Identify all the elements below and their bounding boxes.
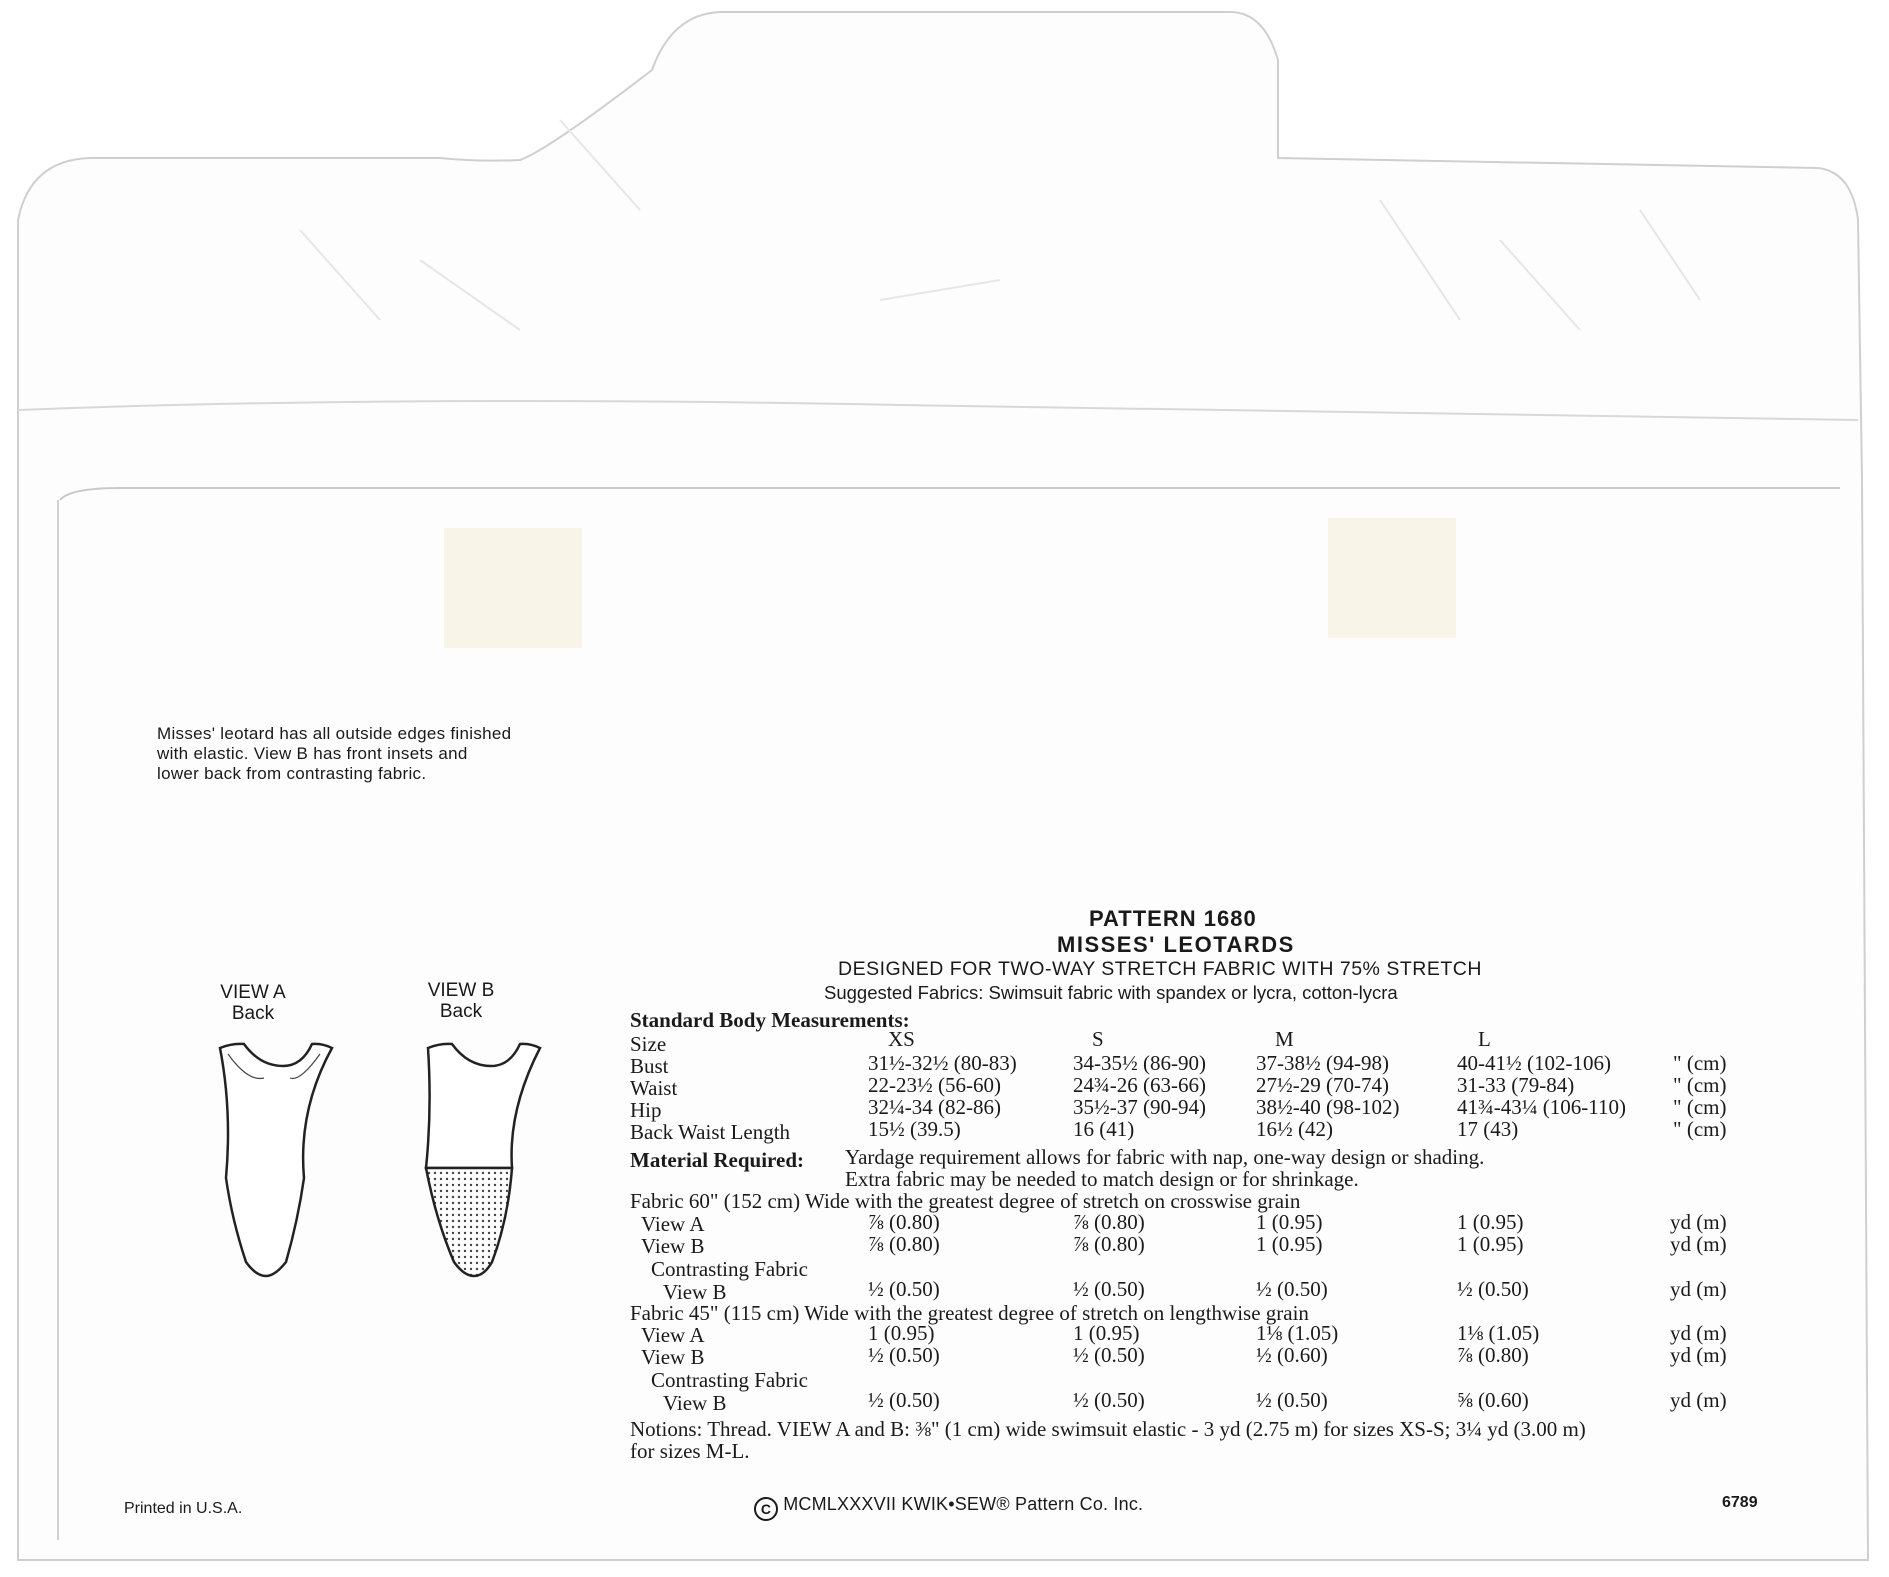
f60-view-a-m: 1 (0.95)	[1256, 1210, 1323, 1234]
f45-contrast-view-b-label: View B	[663, 1391, 727, 1415]
description-line-3: lower back from contrasting fabric.	[157, 764, 427, 783]
f45-contrast-m: ½ (0.50)	[1256, 1388, 1328, 1412]
f60-contrast-xs: ½ (0.50)	[868, 1277, 940, 1301]
f45-view-b-unit: yd (m)	[1670, 1343, 1727, 1367]
f45-contrast-xs: ½ (0.50)	[868, 1388, 940, 1412]
f60-view-b-xs: ⅞ (0.80)	[868, 1232, 940, 1256]
suggested-fabrics: Suggested Fabrics: Swimsuit fabric with spandex or lycra, cotton-lycra	[824, 982, 1398, 1003]
bust-l: 40-41½ (102-106)	[1457, 1051, 1611, 1075]
view-b-subtitle: Back	[439, 1001, 483, 1022]
material-note-2: Extra fabric may be needed to match design or for shrinkage.	[845, 1167, 1359, 1191]
f60-view-a-s: ⅞ (0.80)	[1073, 1210, 1145, 1234]
hip-label: Hip	[630, 1098, 662, 1122]
f60-contrast-unit: yd (m)	[1670, 1277, 1727, 1301]
view-b-title: VIEW B	[427, 980, 495, 1001]
back-waist-l: 17 (43)	[1457, 1117, 1519, 1141]
waist-unit: " (cm)	[1673, 1073, 1727, 1097]
material-heading: Material Required:	[630, 1148, 804, 1172]
waist-m: 27½-29 (70-74)	[1256, 1073, 1389, 1097]
back-waist-unit: " (cm)	[1673, 1117, 1727, 1141]
description-line-2: with elastic. View B has front insets and	[157, 744, 468, 763]
waist-s: 24¾-26 (63-66)	[1073, 1073, 1206, 1097]
fabric-45-title: Fabric 45" (115 cm) Wide with the greatest degree of stretch on lengthwise grain	[630, 1301, 1309, 1325]
f60-view-a-xs: ⅞ (0.80)	[868, 1210, 940, 1234]
size-label: Size	[630, 1032, 667, 1056]
f60-view-a-l: 1 (0.95)	[1457, 1210, 1524, 1234]
f60-view-b-m: 1 (0.95)	[1256, 1232, 1323, 1256]
f45-view-a-label: View A	[641, 1323, 705, 1347]
hip-unit: " (cm)	[1673, 1095, 1727, 1119]
waist-xs: 22-23½ (56-60)	[868, 1073, 1001, 1097]
copyright-icon: C	[754, 1497, 778, 1521]
back-waist-s: 16 (41)	[1073, 1117, 1135, 1141]
f45-view-b-m: ½ (0.60)	[1256, 1343, 1328, 1367]
pattern-code: 6789	[1722, 1494, 1758, 1511]
f45-view-a-s: 1 (0.95)	[1073, 1321, 1140, 1345]
view-a-title: VIEW A	[220, 982, 286, 1003]
f60-contrast-label: Contrasting Fabric	[651, 1257, 808, 1281]
copyright	[754, 1494, 1143, 1521]
hip-xs: 32¼-34 (82-86)	[868, 1095, 1001, 1119]
f45-view-b-label: View B	[641, 1345, 705, 1369]
f45-view-b-l: ⅞ (0.80)	[1457, 1343, 1529, 1367]
bust-s: 34-35½ (86-90)	[1073, 1051, 1206, 1075]
f60-view-b-s: ⅞ (0.80)	[1073, 1232, 1145, 1256]
f45-view-a-unit: yd (m)	[1670, 1321, 1727, 1345]
size-s: S	[1092, 1027, 1104, 1051]
f60-contrast-m: ½ (0.50)	[1256, 1277, 1328, 1301]
hip-s: 35½-37 (90-94)	[1073, 1095, 1206, 1119]
back-waist-m: 16½ (42)	[1256, 1117, 1333, 1141]
material-note-1: Yardage requirement allows for fabric with nap, one-way design or shading.	[845, 1145, 1485, 1169]
waist-l: 31-33 (79-84)	[1457, 1073, 1575, 1097]
f45-view-b-s: ½ (0.50)	[1073, 1343, 1145, 1367]
f60-contrast-view-b-label: View B	[663, 1280, 727, 1304]
waist-label: Waist	[630, 1076, 678, 1100]
view-b-label	[401, 980, 521, 1022]
bust-unit: " (cm)	[1673, 1051, 1727, 1075]
f60-view-b-unit: yd (m)	[1670, 1232, 1727, 1256]
measurements-heading: Standard Body Measurements:	[630, 1008, 910, 1032]
view-a-subtitle: Back	[231, 1003, 275, 1024]
designed-for: DESIGNED FOR TWO-WAY STRETCH FABRIC WITH 75% STRETCH	[838, 958, 1482, 980]
f45-contrast-l: ⅝ (0.60)	[1457, 1388, 1529, 1412]
f45-view-a-l: 1⅛ (1.05)	[1457, 1321, 1540, 1345]
f45-contrast-unit: yd (m)	[1670, 1388, 1727, 1412]
view-a-label	[193, 982, 313, 1024]
bust-xs: 31½-32½ (80-83)	[868, 1051, 1017, 1075]
pattern-name: MISSES' LEOTARDS	[1057, 932, 1295, 957]
f45-contrast-label: Contrasting Fabric	[651, 1368, 808, 1392]
f60-view-b-l: 1 (0.95)	[1457, 1232, 1524, 1256]
copyright-text: MCMLXXXVII KWIK•SEW® Pattern Co. Inc.	[783, 1494, 1144, 1514]
back-waist-xs: 15½ (39.5)	[868, 1117, 961, 1141]
fabric-60-title: Fabric 60" (152 cm) Wide with the greatest degree of stretch on crosswise grain	[630, 1189, 1301, 1213]
printed-in: Printed in U.S.A.	[124, 1500, 243, 1517]
size-l: L	[1478, 1027, 1491, 1051]
bust-label: Bust	[630, 1054, 669, 1078]
f60-contrast-s: ½ (0.50)	[1073, 1277, 1145, 1301]
back-waist-label: Back Waist Length	[630, 1120, 791, 1144]
f45-view-b-xs: ½ (0.50)	[868, 1343, 940, 1367]
size-xs: XS	[888, 1027, 915, 1051]
f60-view-b-label: View B	[641, 1234, 705, 1258]
f60-contrast-l: ½ (0.50)	[1457, 1277, 1529, 1301]
description-line-1: Misses' leotard has all outside edges finished	[157, 724, 512, 743]
hip-l: 41¾-43¼ (106-110)	[1457, 1095, 1626, 1119]
bust-m: 37-38½ (94-98)	[1256, 1051, 1389, 1075]
f45-view-a-m: 1⅛ (1.05)	[1256, 1321, 1339, 1345]
f45-contrast-s: ½ (0.50)	[1073, 1388, 1145, 1412]
f60-view-a-unit: yd (m)	[1670, 1210, 1727, 1234]
notions-line-2: for sizes M-L.	[630, 1439, 750, 1463]
f60-view-a-label: View A	[641, 1212, 705, 1236]
size-m: M	[1275, 1027, 1294, 1051]
pattern-number: PATTERN 1680	[1089, 906, 1257, 931]
notions-line-1: Notions: Thread. VIEW A and B: ⅜" (1 cm) wide swimsuit elastic - 3 yd (2.75 m) for sizes XS-S; 3¼ yd (3.00 m)	[630, 1417, 1586, 1441]
f45-view-a-xs: 1 (0.95)	[868, 1321, 935, 1345]
hip-m: 38½-40 (98-102)	[1256, 1095, 1400, 1119]
